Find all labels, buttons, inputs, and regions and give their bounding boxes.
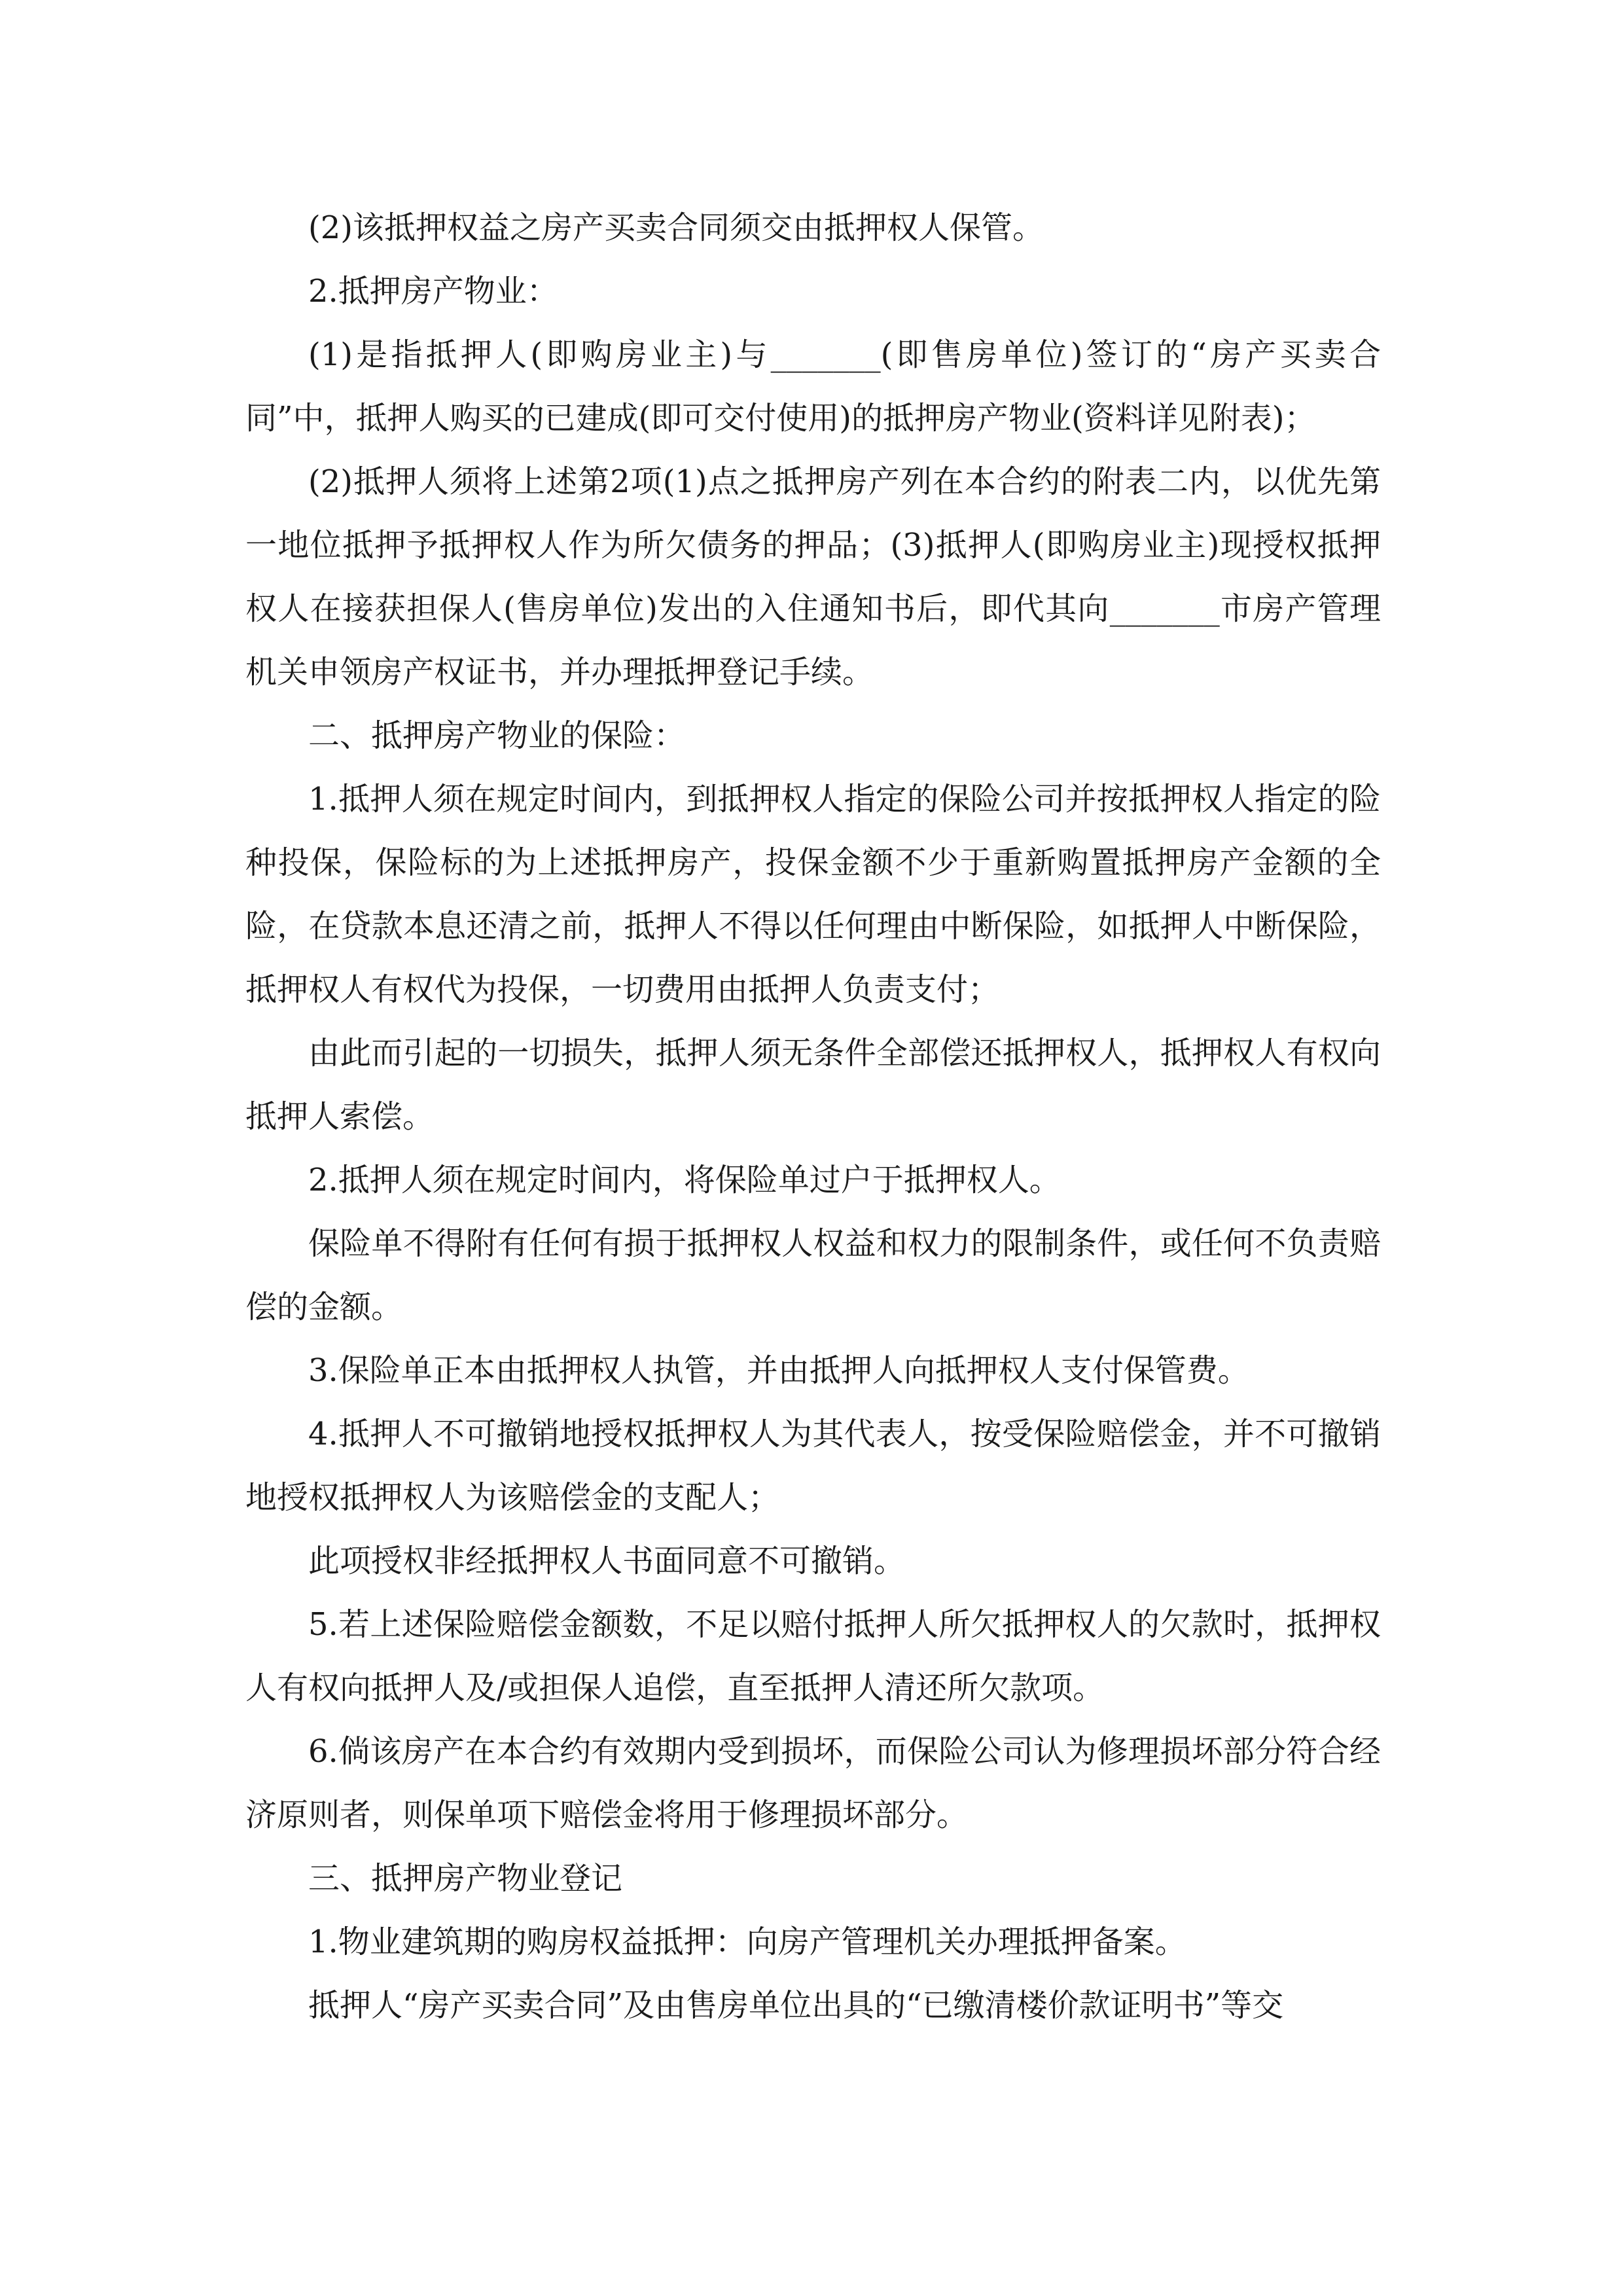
- document-body: [245, 196, 1381, 2037]
- paragraph: 2.抵押房产物业：: [308, 273, 558, 310]
- paragraph: 1.物业建筑期的购房权益抵押：向房产管理机关办理抵押备案。: [308, 1924, 1186, 1960]
- paragraph: (1)是指抵押人(即购房业主)与_______(即售房单位)签订的“房产买卖合同”中，抵押人购买的已建成(即可交付使用)的抵押房产物业(资料详见附表)；: [245, 336, 1381, 437]
- paragraph: 2.抵押人须在规定时间内，将保险单过户于抵押权人。: [308, 1162, 1061, 1198]
- paragraph: 4.抵押人不可撤销地授权抵押权人为其代表人，按受保险赔偿金，并不可撤销地授权抵押权人为该赔偿金的支配人；: [245, 1416, 1381, 1516]
- paragraph: 5.若上述保险赔偿金额数，不足以赔付抵押人所欠抵押权人的欠款时，抵押权人有权向抵押人及/或担保人追偿，直至抵押人清还所欠款项。: [245, 1606, 1381, 1706]
- paragraph: (2)抵押人须将上述第2项(1)点之抵押房产列在本合约的附表二内，以优先第一地位抵押予抵押权人作为所欠债务的押品；(3)抵押人(即购房业主)现授权抵押权人在接获担保人(售房单位)发出的入住通知书后，即代其向_______市房产管理机关申领房产权证书，并办理抵押登记手续。: [245, 463, 1381, 691]
- paragraph: 此项授权非经抵押权人书面同意不可撤销。: [308, 1543, 906, 1579]
- paragraph: 由此而引起的一切损失，抵押人须无条件全部偿还抵押权人，抵押权人有权向抵押人索偿。: [245, 1035, 1381, 1135]
- paragraph: (2)该抵押权益之房产买卖合同须交由抵押权人保管。: [308, 209, 1044, 246]
- section-heading: 二、抵押房产物业的保险：: [308, 717, 686, 754]
- paragraph: 3.保险单正本由抵押权人执管，并由抵押人向抵押权人支付保管费。: [308, 1352, 1249, 1389]
- paragraph: 6.倘该房产在本合约有效期内受到损坏，而保险公司认为修理损坏部分符合经济原则者，则保单项下赔偿金将用于修理损坏部分。: [245, 1733, 1381, 1833]
- paragraph: 1.抵押人须在规定时间内，到抵押权人指定的保险公司并按抵押权人指定的险种投保，保险标的为上述抵押房产，投保金额不少于重新购置抵押房产金额的全险，在贷款本息还清之前，抵押人不得以任何理由中断保险，如抵押人中断保险，抵押权人有权代为投保，一切费用由抵押人负责支付；: [245, 781, 1381, 1008]
- paragraph: 保险单不得附有任何有损于抵押权人权益和权力的限制条件，或任何不负责赔偿的金额。: [245, 1225, 1381, 1325]
- section-heading: 三、抵押房产物业登记: [308, 1860, 623, 1897]
- paragraph: 抵押人“房产买卖合同”及由售房单位出具的“已缴清楼价款证明书”等交: [308, 1987, 1284, 2024]
